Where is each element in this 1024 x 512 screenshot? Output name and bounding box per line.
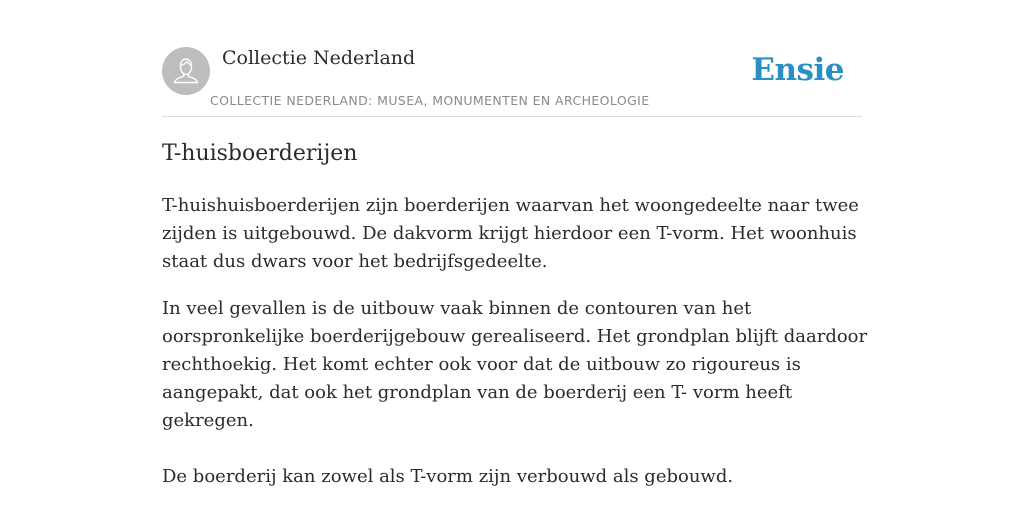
article-paragraph-1: T-huishuisboerderijen zijn boerderijen waarvan het woongedeelte naar twee zijden is uitgebouwd. De dakvorm krijgt hierdoor een T-vorm. Het woonhuis staat dus dwars voor het bedrijfsgedeelte. <box>162 195 859 272</box>
article-paragraph-3: De boerderij kan zowel als T-vorm zijn verbouwd als gebouwd. <box>162 466 734 487</box>
ensie-logo[interactable]: Ensie <box>751 52 844 88</box>
article-paragraph-2: In veel gevallen is de uitbouw vaak binnen de contouren van het oorspronkelijke boerderijgebouw gerealiseerd. Het grondplan blijft daardoor rechthoekig. Het komt echter ook voor dat de uitbouw zo rigoureus is aangepakt, dat ook het grondplan van de boerderij een T- vorm heeft gekregen. <box>162 298 868 431</box>
author-avatar[interactable] <box>162 47 210 95</box>
author-name[interactable]: Collectie Nederland <box>222 47 416 69</box>
article-header <box>162 46 862 117</box>
article-body <box>162 138 872 491</box>
user-silhouette-icon <box>162 47 210 95</box>
author-subtitle[interactable]: COLLECTIE NEDERLAND: MUSEA, MONUMENTEN EN ARCHEOLOGIE <box>210 93 650 108</box>
article-title: T-huisboerderijen <box>162 141 358 166</box>
